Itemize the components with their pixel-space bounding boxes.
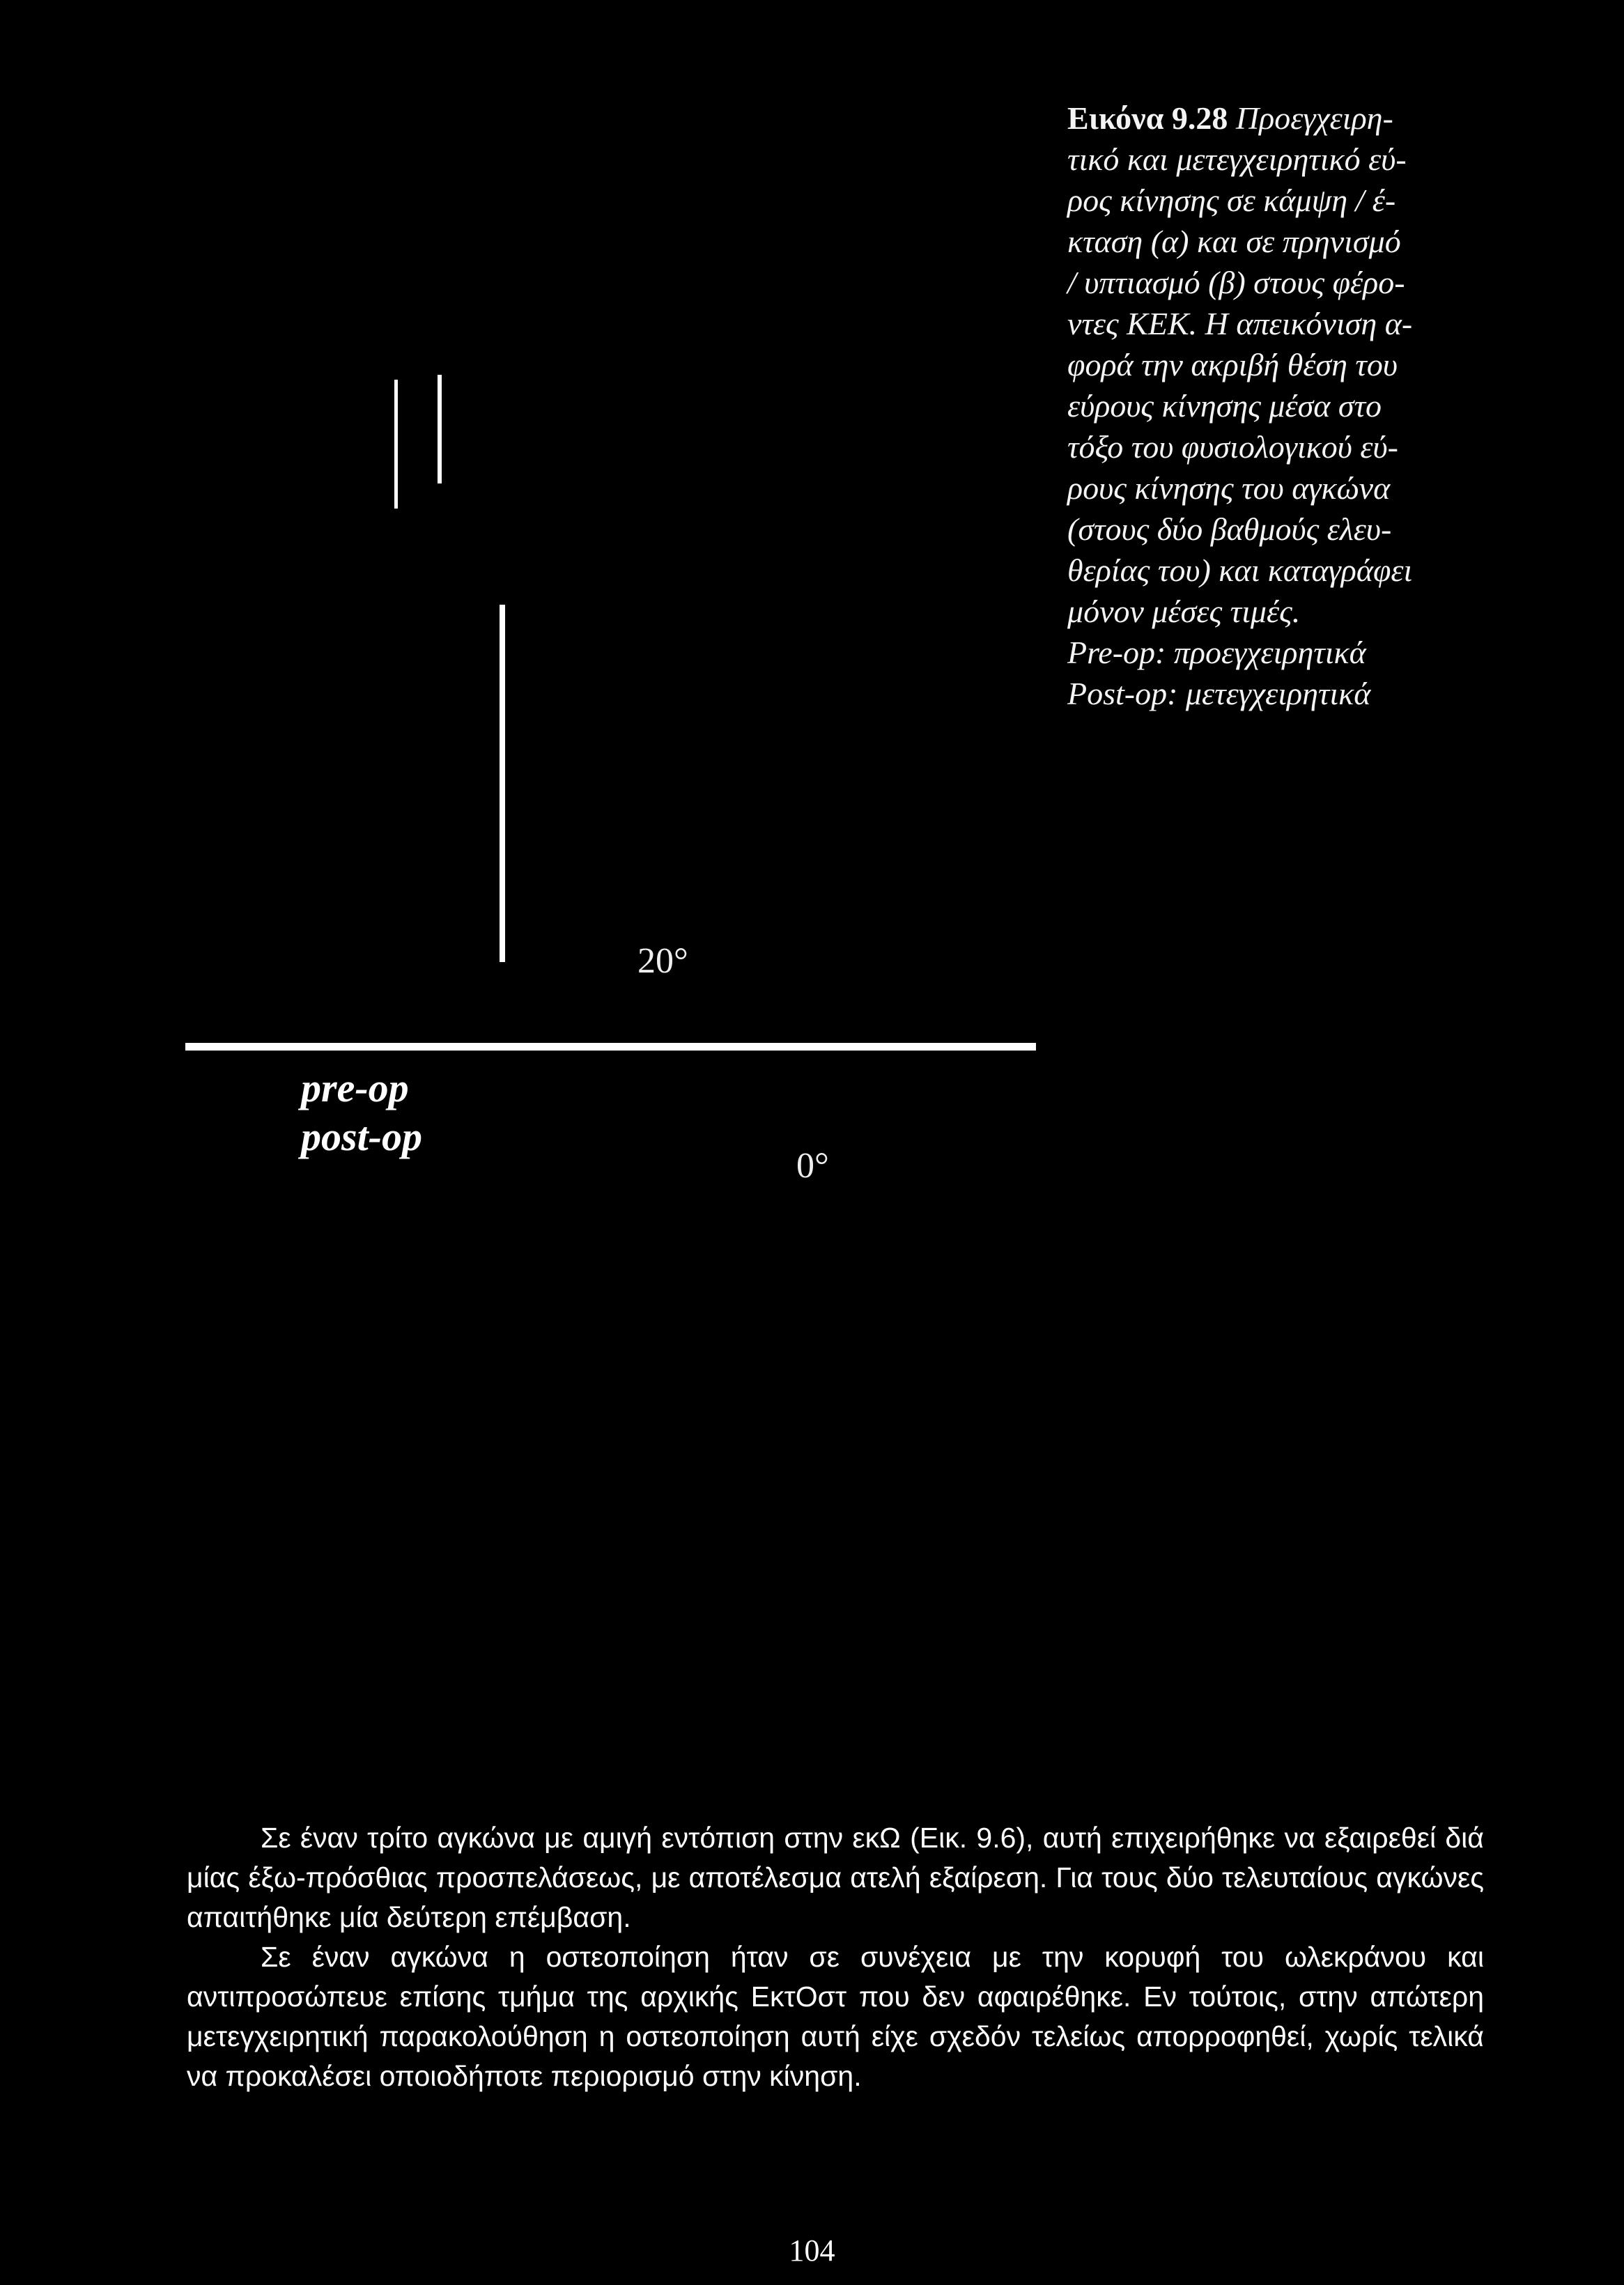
caption-line: (στους δύο βαθμούς ελευ- <box>1067 511 1392 547</box>
paragraph: Σε έναν τρίτο αγκώνα με αμιγή εντόπιση στην εκΩ (Εικ. 9.6), αυτή επιχειρήθηκε να εξαιρεθεί διά μίας έξω-πρόσθιας προσπελάσεως, με αποτέλεσμα ατελή εξαίρεση. Για τους δύο τελευταίους αγκώνες απαιτήθηκε μία δεύτερη επέμβαση. <box>187 1822 1484 1933</box>
caption-first-line <box>1067 98 1457 139</box>
caption-line: θερίας του) και καταγράφει <box>1067 552 1413 588</box>
caption-line: / υπτιασμό (β) στους φέρο- <box>1067 265 1405 300</box>
paragraph: Σε έναν αγκώνα η οστεοποίηση ήταν σε συνέχεια με την κορυφή του ωλεκράνου και αντιπροσώπευε επίσης τμήμα της αρχικής ΕκτΟστ που δεν αφαιρέθηκε. Εν τούτοις, στην απώτερη μετεγχειρητική παρακολούθηση η οστεοποίηση αυτή είχε σχεδόν τελείως απορροφηθεί, χωρίς τελικά να προκαλέσει οποιοδήποτε περιορισμό στην κίνηση. <box>187 1941 1484 2092</box>
caption-line: φορά την ακριβή θέση του <box>1067 347 1398 382</box>
caption-line: κταση (α) και σε πρηνισμό <box>1067 224 1401 259</box>
caption-line: ρος κίνησης σε κάμψη / έ- <box>1067 183 1396 218</box>
angle-label-20: 20° <box>637 941 688 981</box>
caption-line: τόξο του φυσιολογικού εύ- <box>1067 429 1398 465</box>
caption-line: εύρους κίνησης μέσα στο <box>1067 388 1382 424</box>
caption-line: Pre-op: προεγχειρητικά <box>1067 635 1366 670</box>
pre-op-horizontal-line <box>185 1043 1036 1051</box>
figure-label: Εικόνα 9.28 <box>1067 100 1228 136</box>
vertical-axis-line <box>500 605 505 962</box>
caption-line: Προεγχειρη- <box>1235 100 1393 136</box>
caption-line: τικό και μετεγχειρητικό εύ- <box>1067 141 1407 177</box>
caption-line: ντες ΚΕΚ. Η απεικόνιση α- <box>1067 306 1413 341</box>
body-text <box>187 1818 1484 2096</box>
caption-line: μόνον μέσες τιμές. <box>1067 594 1301 629</box>
upper-left-short-line <box>394 380 398 509</box>
angle-label-0: 0° <box>796 1146 829 1186</box>
figure-caption <box>1067 98 1457 714</box>
legend-post-op: post-op <box>301 1114 422 1159</box>
page-number: 104 <box>789 2233 835 2268</box>
upper-right-short-line <box>438 375 442 483</box>
caption-line: Post-op: μετεγχειρητικά <box>1067 676 1371 711</box>
legend-pre-op: pre-op <box>301 1065 409 1110</box>
caption-line: ρους κίνησης του αγκώνα <box>1067 470 1391 506</box>
